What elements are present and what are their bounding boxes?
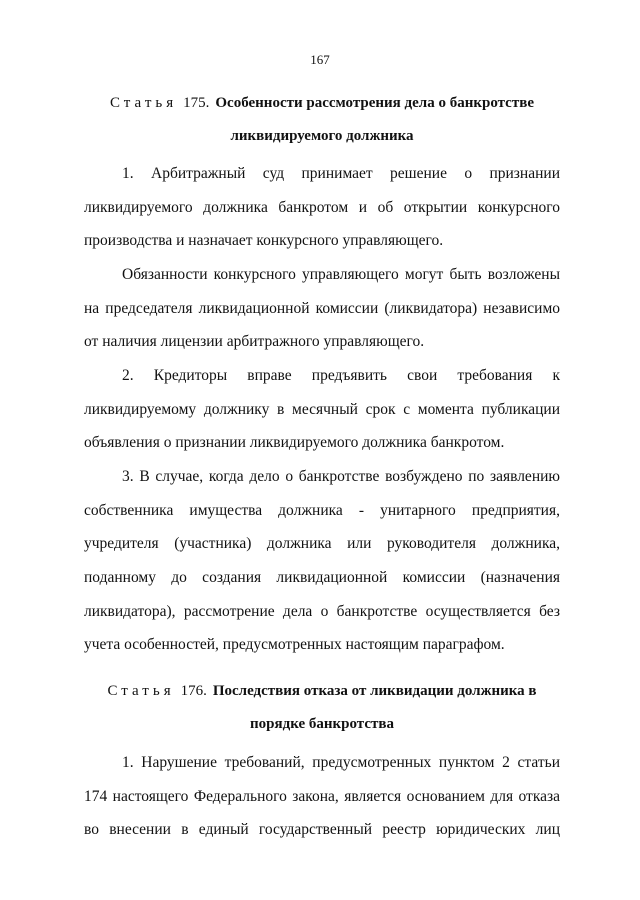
article-176-title-line2: порядке банкротства — [250, 716, 394, 732]
article-175-p4-line6: учета особенностей, предусмотренных настоящим параграфом. — [84, 636, 505, 653]
article-175-p1-line1: 1. Арбитражный суд принимает решение о признании — [122, 165, 560, 182]
article-175-p2-line3: от наличия лицензии арбитражного управляющего. — [84, 333, 425, 350]
article-175-p4-line1: 3. В случае, когда дело о банкротстве возбуждено по заявлению — [122, 468, 560, 485]
article-175-title-line1: Особенности рассмотрения дела о банкротстве — [215, 95, 534, 111]
article-176-p1-line3: во внесении в единый государственный реестр юридических лиц — [84, 821, 560, 838]
article-175-p4-line3: учредителя (участника) должника или руководителя должника, — [84, 535, 560, 552]
article-176-p1-line2: 174 настоящего Федерального закона, является основанием для отказа — [84, 788, 560, 805]
article-175-p4-line4: поданному до создания ликвидационной комиссии (назначения — [84, 569, 560, 586]
article-175-p1-line2: ликвидируемого должника банкротом и об открытии конкурсного — [84, 199, 560, 216]
article-175-word: Статья — [110, 95, 178, 111]
article-176-p1-line1: 1. Нарушение требований, предусмотренных пунктом 2 статьи — [122, 754, 560, 771]
article-176-title-line1: Последствия отказа от ликвидации должника в — [212, 683, 537, 699]
article-175-heading — [84, 96, 560, 111]
article-175-number: 175. — [183, 95, 210, 111]
article-176-number: 176. — [180, 683, 207, 699]
article-175-p4-line2: собственника имущества должника - унитарного предприятия, — [84, 502, 560, 519]
article-175-p2-line2: на председателя ликвидационной комиссии (ликвидатора) независимо — [84, 300, 560, 317]
article-176-word: Статья — [107, 683, 175, 699]
article-175-p1-line3: производства и назначает конкурсного управляющего. — [84, 232, 444, 249]
page-number: 167 — [310, 52, 330, 67]
article-175-p4-line5: ликвидатора), рассмотрение дела о банкротстве осуществляется без — [84, 603, 560, 620]
article-175-p3-line2: ликвидируемому должнику в месячный срок с момента публикации — [84, 401, 560, 418]
article-175-p3-line1: 2. Кредиторы вправе предъявить свои требования к — [122, 367, 560, 384]
article-175-p2-line1: Обязанности конкурсного управляющего могут быть возложены — [122, 266, 560, 283]
article-176-heading — [84, 684, 560, 699]
article-175-p3-line3: объявления о признании ликвидируемого должника банкротом. — [84, 434, 505, 451]
article-175-title-line2: ликвидируемого должника — [230, 128, 414, 144]
